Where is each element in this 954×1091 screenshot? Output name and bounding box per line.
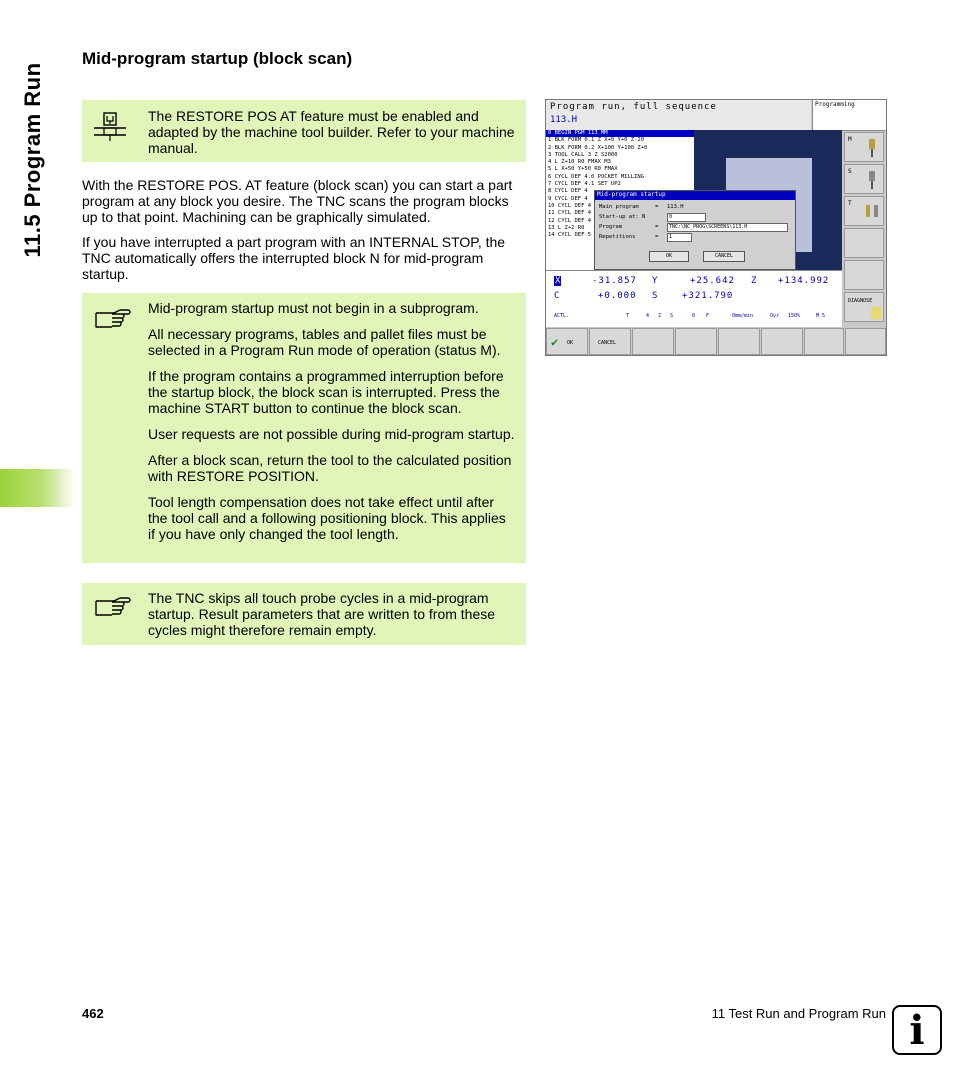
program-line[interactable]: 4 L Z+10 R0 FMAX M3 (548, 159, 611, 166)
program-line[interactable]: 7 CYCL DEF 4.1 SET UP2 (548, 181, 621, 188)
repetitions-field[interactable]: 1 (667, 233, 692, 242)
screen-title: Program run, full sequence (550, 102, 717, 112)
note-item: User requests are not possible during mid-program startup. (148, 426, 515, 442)
note-machine-text: The RESTORE POS AT feature must be enabled and adapted by the machine tool builder. Refer to your machine manual. (148, 108, 515, 156)
section-title: Mid-program startup (block scan) (82, 49, 353, 68)
pointing-hand-icon (88, 303, 134, 337)
mode-indicator: Programming (812, 100, 887, 131)
softkey-cancel[interactable]: CANCEL (589, 328, 631, 355)
axis-z-label: Z (751, 276, 757, 286)
softkey-s[interactable]: S (844, 164, 884, 194)
softkey-empty[interactable] (844, 228, 884, 258)
dialog-title: Mid-program startup (595, 191, 795, 200)
screen-header (546, 100, 811, 131)
program-line[interactable]: 13 L Z+2 R0 (548, 224, 585, 231)
note-item: After a block scan, return the tool to the calculated position with RESTORE POSITION. (148, 452, 512, 484)
note-item: Mid-program startup must not begin in a subprogram. (148, 300, 479, 316)
tnc-screenshot (545, 99, 887, 356)
softkey-empty[interactable] (675, 328, 717, 355)
softkey-empty[interactable] (632, 328, 674, 355)
chapter-tab (0, 469, 75, 507)
softkey-ok[interactable]: ✔ OK (546, 328, 588, 355)
pointing-hand-icon (88, 591, 134, 625)
softkey-empty[interactable] (718, 328, 760, 355)
machine-icon (88, 110, 134, 144)
axis-x-label: X (555, 276, 561, 286)
program-line[interactable]: 8 CYCL DEF 4 (548, 188, 588, 195)
program-line[interactable]: 12 CYCL DEF 4 (548, 217, 592, 224)
note-item: If the program contains a programmed interruption before the startup block, the block scan is interrupted. Press the machine START button to continue the block scan. (148, 368, 504, 416)
program-line[interactable]: 11 CYCL DEF 4 (548, 210, 592, 217)
dialog-ok-button[interactable]: OK (649, 251, 689, 262)
footer-chapter: 11 Test Run and Program Run (711, 1006, 886, 1021)
info-icon: i (892, 1005, 942, 1055)
softkey-diagnose[interactable]: DIAGNOSE (844, 292, 884, 322)
bottom-softkeys (546, 328, 886, 355)
spindle-icon (864, 170, 880, 190)
program-line[interactable]: 2 BLK FORM 0.2 X+100 Y+100 Z+0 (548, 144, 648, 151)
axis-z-value: +134.992 (778, 276, 830, 286)
screen-file: 113.H (550, 115, 578, 125)
note-startup-text (148, 300, 516, 552)
program-line[interactable]: 6 CYCL DEF 4.0 POCKET MILLING (548, 173, 645, 180)
tool-icon (864, 138, 880, 158)
startup-label: Start-up at: N (599, 214, 646, 220)
spindle-s-label: S (652, 291, 658, 301)
program-field[interactable]: TNC:\NC_PROG\SCREENS\113.H (667, 223, 788, 232)
note-startup-rules (82, 293, 526, 563)
check-icon: ✔ (551, 335, 559, 349)
softkey-empty[interactable] (844, 260, 884, 290)
program-label: Program (599, 224, 623, 230)
repetitions-label: Repetitions (599, 234, 636, 240)
program-line[interactable]: 5 L X+50 Y+50 R0 FMAX (548, 166, 618, 173)
axis-c-value: +0.000 (598, 291, 637, 301)
dialog-cancel-button[interactable]: CANCEL (703, 251, 745, 262)
main-program-label: Main program (599, 204, 639, 210)
spindle-s-value: +321.790 (682, 291, 734, 301)
program-line[interactable]: 0 BEGIN PGM 113 MM (546, 130, 694, 137)
note-item: Tool length compensation does not take effect until after the tool call and a following positioning block. This applies if you have only changed the tool length. (148, 494, 506, 542)
program-line[interactable]: 1 BLK FORM 0.1 Z X+0 Y+0 Z-20 (548, 137, 645, 144)
program-line[interactable]: 14 CYCL DEF 5 (548, 232, 592, 239)
paragraph-block-scan: With the RESTORE POS. AT feature (block scan) you can start a part program at any block you desire. The TNC scans the program blocks up to that point. Machining can be graphically simulated. (82, 177, 513, 225)
note-machine (82, 100, 526, 162)
page-number: 462 (82, 1006, 104, 1021)
axis-c-label: C (554, 291, 560, 301)
diagnose-icon (871, 307, 881, 319)
softkey-empty[interactable] (761, 328, 803, 355)
startup-field[interactable]: 0 (667, 213, 706, 222)
program-line[interactable]: 3 TOOL CALL 3 Z S2000 (548, 151, 618, 158)
note-touch-probe-text: The TNC skips all touch probe cycles in a mid-program startup. Result parameters that are written to from these cycles might therefore remain empty. (148, 590, 496, 638)
position-display: X -31.857 Y +25.642 Z +134.992 C +0.000 S +321.790 ACTL. T 4 Z S 0 F 0mm/min Ovr 150% M 5 (546, 270, 842, 327)
paragraph-internal-stop: If you have interrupted a part program with an INTERNAL STOP, the TNC automatically offers the interrupted block N for mid-program startup. (82, 234, 506, 282)
softkey-empty[interactable] (804, 328, 844, 355)
tool-change-icon (864, 202, 880, 222)
note-touch-probe (82, 583, 526, 645)
note-item: All necessary programs, tables and pallet files must be selected in a Program Run mode of operation (status M). (148, 326, 501, 358)
main-program-value: 113.H (667, 204, 684, 210)
softkey-m[interactable]: M (844, 132, 884, 162)
mid-program-startup-dialog: Mid-program startup Main program = 113.H Start-up at: N 0 Program = TNC:\NC_PROG\SCREENS\113.H Repetitions = 1 OK CANCEL (594, 190, 796, 270)
chapter-side-title: 11.5 Program Run (20, 62, 45, 258)
softkey-t[interactable]: T (844, 196, 884, 226)
axis-x-value: -31.857 (592, 276, 637, 286)
program-line[interactable]: 9 CYCL DEF 4 (548, 195, 588, 202)
softkey-empty[interactable] (845, 328, 886, 355)
right-softkeys (842, 130, 886, 326)
axis-y-label: Y (652, 276, 658, 286)
axis-y-value: +25.642 (690, 276, 735, 286)
status-actl: ACTL. (554, 313, 570, 319)
program-line[interactable]: 10 CYCL DEF 4 (548, 202, 592, 209)
